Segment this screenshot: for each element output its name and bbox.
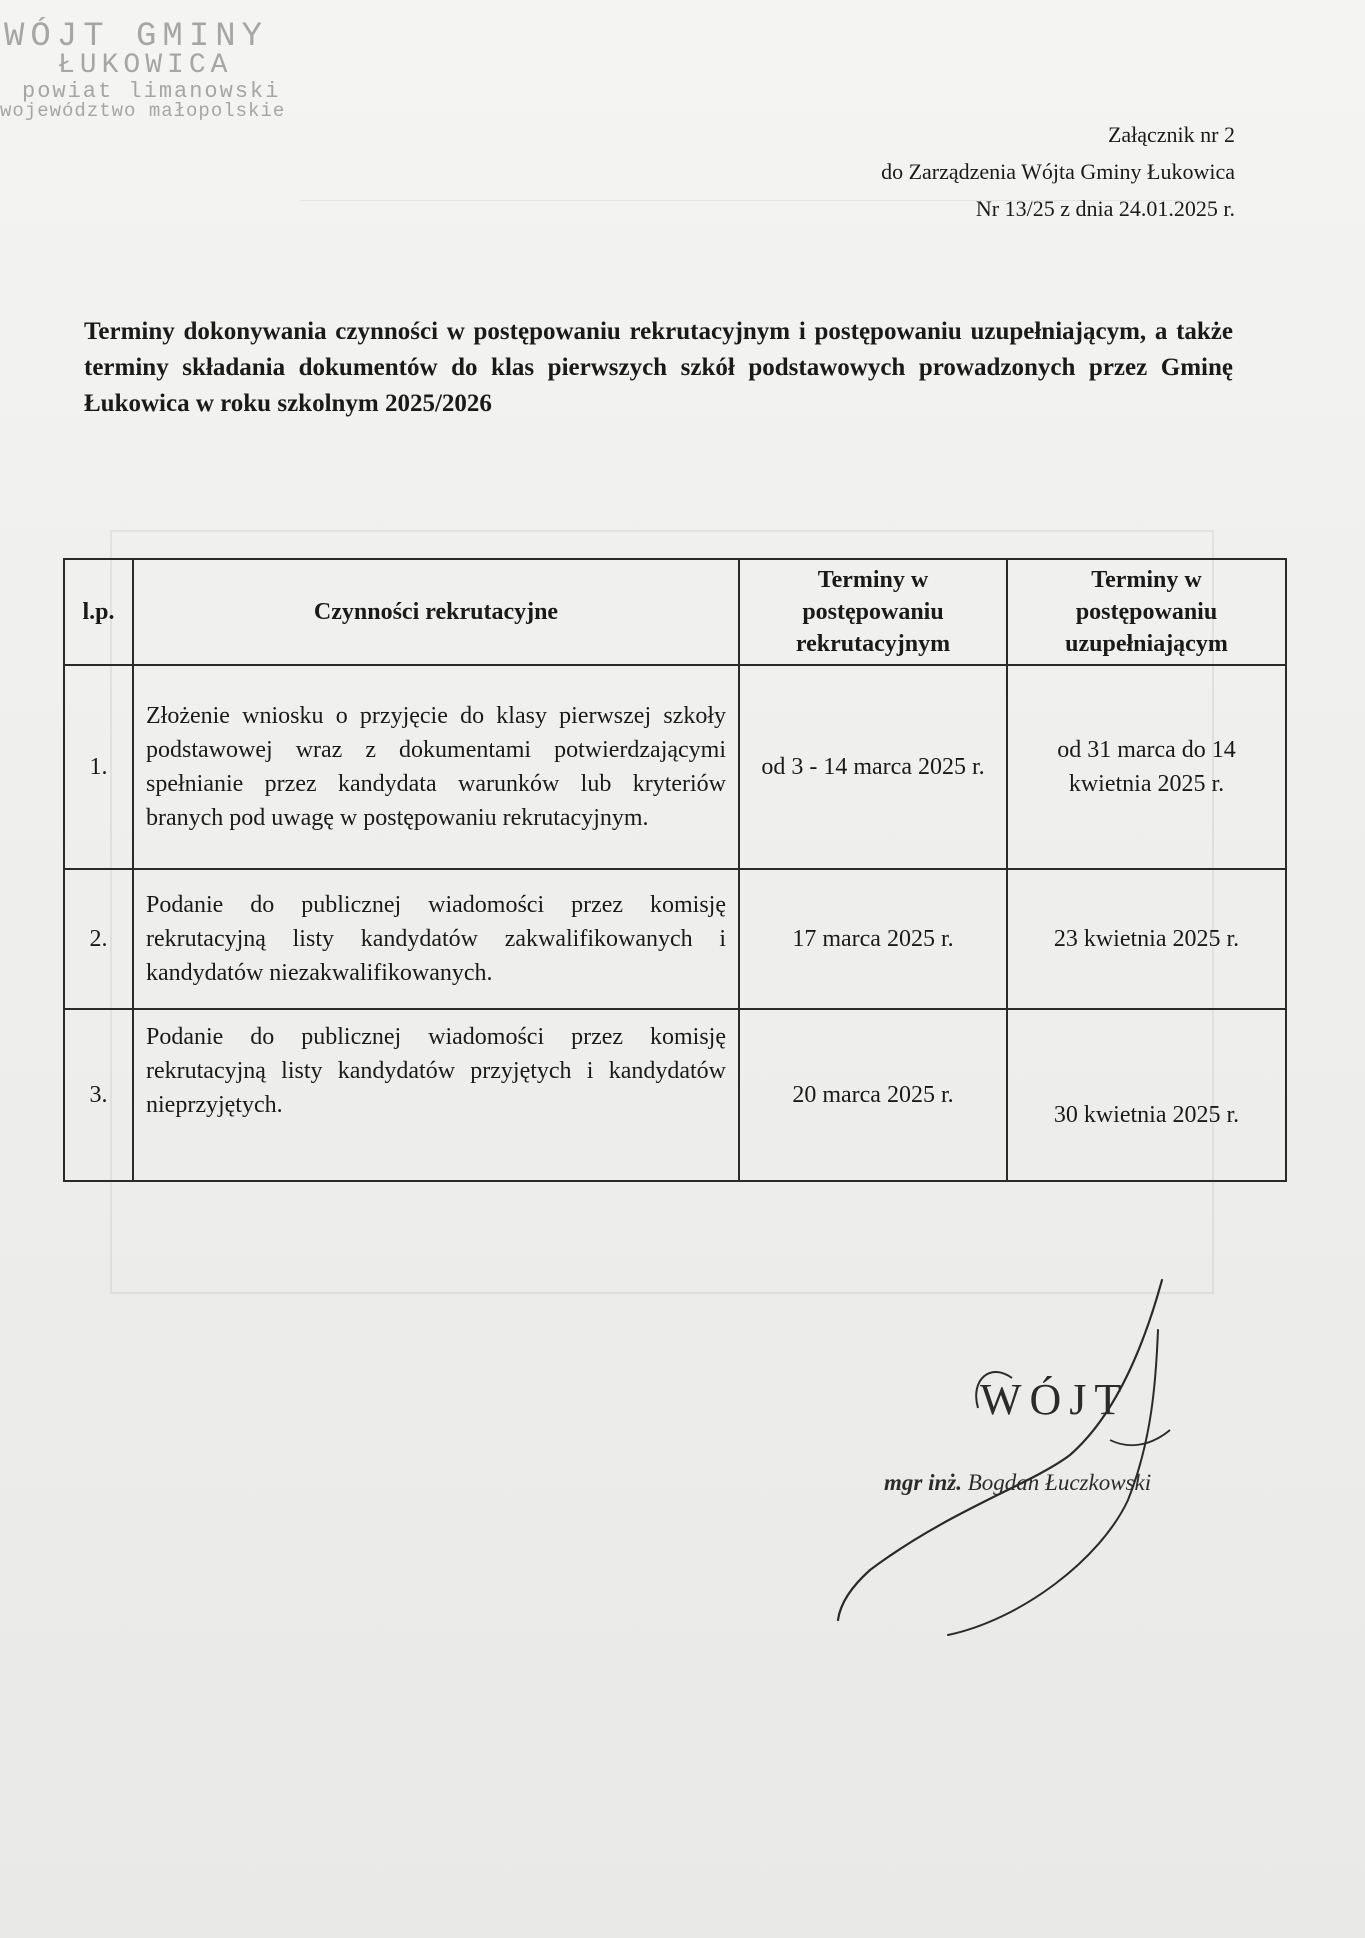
row-2-activity: Podanie do publicznej wiadomości przez komisję rekrutacyjną listy kandydatów zakwalifikowanych i kandydatów niezakwalifikowanych. bbox=[133, 869, 739, 1009]
row-3-supplementary: 30 kwietnia 2025 r. bbox=[1007, 1009, 1286, 1181]
row-2-recruitment: 17 marca 2025 r. bbox=[739, 869, 1007, 1009]
stamp-line-3: powiat limanowski bbox=[22, 79, 281, 104]
stamp-line-2: ŁUKOWICA bbox=[58, 50, 233, 81]
stamp-line-1: WÓJT GMINY bbox=[4, 18, 269, 56]
row-1-lp: 1. bbox=[64, 665, 133, 869]
signature-block bbox=[780, 1270, 1340, 1650]
row-3-lp: 3. bbox=[64, 1009, 133, 1181]
table-row bbox=[64, 869, 1286, 1009]
schedule-table bbox=[63, 558, 1287, 1182]
signatory-degree: mgr inż. bbox=[884, 1470, 962, 1495]
table-row bbox=[64, 665, 1286, 869]
signatory-full-name: Bogdan Łuczkowski bbox=[967, 1470, 1152, 1495]
signature-office-title: WÓJT bbox=[980, 1375, 1130, 1424]
office-stamp bbox=[0, 18, 330, 122]
header-activity: Czynności rekrutacyjne bbox=[133, 559, 739, 665]
row-2-lp: 2. bbox=[64, 869, 133, 1009]
stamp-line-4: województwo małopolskie bbox=[0, 100, 286, 122]
header-lp: l.p. bbox=[64, 559, 133, 665]
row-3-activity: Podanie do publicznej wiadomości przez komisję rekrutacyjną listy kandydatów przyjętych i kandydatów nieprzyjętych. bbox=[133, 1009, 739, 1181]
row-1-recruitment: od 3 - 14 marca 2025 r. bbox=[739, 665, 1007, 869]
annex-ordinance: do Zarządzenia Wójta Gminy Łukowica bbox=[881, 159, 1235, 184]
table-row bbox=[64, 1009, 1286, 1181]
row-1-activity: Złożenie wniosku o przyjęcie do klasy pierwszej szkoły podstawowej wraz z dokumentami potwierdzającymi spełnianie przez kandydata warunków lub kryteriów branych pod uwagę w postępowaniu rekrutacyjnym. bbox=[133, 665, 739, 869]
row-2-supplementary: 23 kwietnia 2025 r. bbox=[1007, 869, 1286, 1009]
annex-reference bbox=[881, 116, 1235, 227]
row-3-recruitment: 20 marca 2025 r. bbox=[739, 1009, 1007, 1181]
annex-number: Załącznik nr 2 bbox=[1107, 122, 1235, 147]
handwritten-signature-icon bbox=[780, 1270, 1340, 1650]
row-1-supplementary: od 31 marca do 14 kwietnia 2025 r. bbox=[1007, 665, 1286, 869]
header-recruitment: Terminy w postępowaniu rekrutacyjnym bbox=[739, 559, 1007, 665]
document-title: Terminy dokonywania czynności w postępowaniu rekrutacyjnym i postępowaniu uzupełniającym, a także terminy składania dokumentów do klas pierwszych szkół podstawowych prowadzonych przez Gminę Łukowica w roku szkolnym 2025/2026 bbox=[84, 318, 1233, 417]
table-header-row bbox=[64, 559, 1286, 665]
annex-date: Nr 13/25 z dnia 24.01.2025 r. bbox=[975, 196, 1235, 221]
signatory-name bbox=[884, 1470, 1151, 1496]
header-supplementary: Terminy w postępowaniu uzupełniającym bbox=[1007, 559, 1286, 665]
